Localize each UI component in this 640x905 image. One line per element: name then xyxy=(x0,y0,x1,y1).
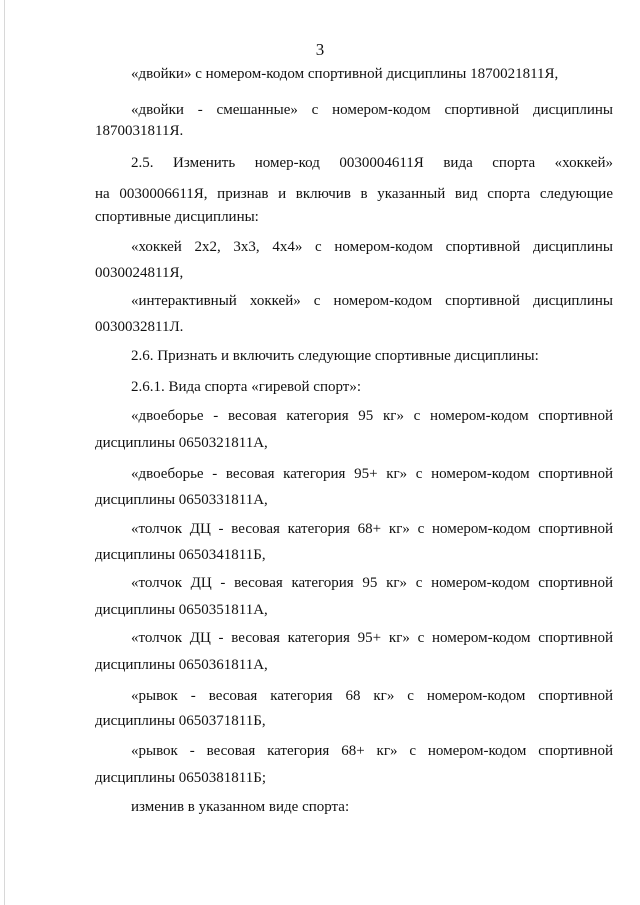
text-line: «толчок ДЦ - весовая категория 95+ кг» с номером-кодом спортивной xyxy=(131,630,613,646)
text-line: изменив в указанном виде спорта: xyxy=(131,799,350,815)
text-line: «толчок ДЦ - весовая категория 95 кг» с номером-кодом спортивной xyxy=(131,575,613,591)
text-line: дисциплины 0650331811А, xyxy=(95,492,268,508)
text-line: на 0030006611Я, признав и включив в указанный вид спорта следующие xyxy=(95,186,613,202)
text-line: 2.5. Изменить номер-код 0030004611Я вида спорта «хоккей» xyxy=(131,155,613,171)
text-line: 0030024811Я, xyxy=(95,265,184,281)
text-line: 1870031811Я. xyxy=(95,123,184,139)
page-edge-shadow xyxy=(4,0,5,905)
text-line: «интерактивный хоккей» с номером-кодом спортивной дисциплины xyxy=(131,293,613,309)
text-line: «рывок - весовая категория 68 кг» с номером-кодом спортивной xyxy=(131,688,613,704)
text-line: 2.6.1. Вида спорта «гиревой спорт»: xyxy=(131,379,362,395)
text-line: дисциплины 0650381811Б; xyxy=(95,770,266,786)
text-line: дисциплины 0650351811А, xyxy=(95,602,268,618)
text-line: «двойки» с номером-кодом спортивной дисциплины 1870021811Я, xyxy=(131,66,559,82)
text-line: «двоеборье - весовая категория 95 кг» с номером-кодом спортивной xyxy=(131,408,613,424)
text-line: дисциплины 0650371811Б, xyxy=(95,713,266,729)
text-line: дисциплины 0650341811Б, xyxy=(95,547,266,563)
text-line: «двойки - смешанные» с номером-кодом спортивной дисциплины xyxy=(131,102,613,118)
text-line: 2.6. Признать и включить следующие спортивные дисциплины: xyxy=(131,348,539,364)
text-line: 0030032811Л. xyxy=(95,319,184,335)
text-line: «толчок ДЦ - весовая категория 68+ кг» с номером-кодом спортивной xyxy=(131,521,613,537)
text-line: «хоккей 2x2, 3x3, 4x4» с номером-кодом спортивной дисциплины xyxy=(131,239,613,255)
page-number: 3 xyxy=(315,40,325,59)
text-line: «двоеборье - весовая категория 95+ кг» с номером-кодом спортивной xyxy=(131,466,613,482)
text-line: дисциплины 0650321811А, xyxy=(95,435,268,451)
text-line: спортивные дисциплины: xyxy=(95,209,259,225)
text-line: дисциплины 0650361811А, xyxy=(95,657,268,673)
text-line: «рывок - весовая категория 68+ кг» с номером-кодом спортивной xyxy=(131,743,613,759)
